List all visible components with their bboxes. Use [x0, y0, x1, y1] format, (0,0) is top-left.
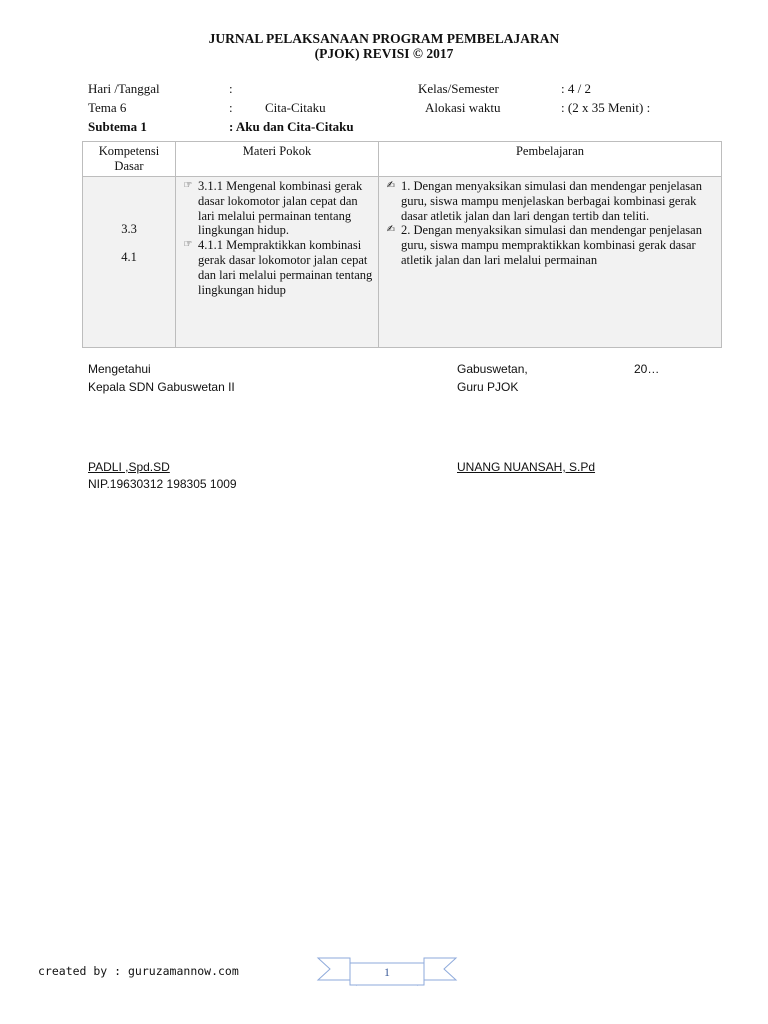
materi-text: 3.1.1 Mengenal kombinasi gerak dasar lokomotor jalan cepat dan lari melalui permainan tentang lingkungan hidup.	[198, 179, 363, 238]
writing-hand-icon: ✍	[386, 224, 396, 236]
mengetahui-label: Mengetahui	[88, 362, 151, 376]
tema-value: Cita-Citaku	[265, 100, 326, 115]
document-title-line2: (PJOK) REVISI © 2017	[314, 46, 454, 61]
alokasi-label: Alokasi waktu	[425, 100, 501, 115]
subtema-label: Subtema 1	[88, 119, 147, 134]
created-by-footer: created by : guruzamannow.com	[38, 964, 239, 978]
list-item	[381, 223, 715, 267]
pointing-hand-icon: ☞	[183, 239, 193, 251]
year-label: 20…	[634, 362, 660, 376]
header-pembelajaran: Pembelajaran	[379, 142, 722, 177]
guru-name: UNANG NUANSAH, S.Pd	[457, 460, 596, 474]
pembelajaran-text: 1. Dengan menyaksikan simulasi dan mendengar penjelasan guru, siswa mampu menjelaskan berbagai kombinasi gerak dasar atletik jalan dan lari dengan tertib dan teliti.	[401, 179, 702, 223]
tema-colon: :	[229, 100, 233, 115]
document-title-line1: JURNAL PELAKSANAAN PROGRAM PEMBELAJARAN	[208, 31, 560, 46]
journal-table	[82, 141, 722, 348]
materi-text: 4.1.1 Mempraktikkan kombinasi gerak dasar lokomotor jalan cepat dan lari melalui permainan tentang lingkungan hidup	[198, 238, 373, 297]
list-item	[178, 238, 376, 297]
place-label: Gabuswetan,	[457, 362, 528, 376]
header-kompetensi: Kompetensi Dasar	[83, 142, 176, 177]
tema-label: Tema 6	[88, 100, 127, 115]
kd-value: 4.1	[121, 250, 137, 264]
writing-hand-icon: ✍	[386, 180, 396, 191]
header-materi: Materi Pokok	[176, 142, 379, 177]
guru-label: Guru PJOK	[457, 380, 519, 394]
materi-cell	[176, 177, 379, 348]
hari-colon: :	[229, 81, 233, 96]
kelas-value: : 4 / 2	[561, 81, 591, 96]
alokasi-value: : (2 x 35 Menit) :	[561, 100, 651, 115]
hari-label: Hari /Tanggal	[88, 81, 160, 96]
pembelajaran-text: 2. Dengan menyaksikan simulasi dan mendengar penjelasan guru, siswa mampu mempraktikkan kombinasi gerak dasar atletik jalan dan lari melalui permainan	[401, 223, 702, 267]
kd-value: 3.3	[121, 222, 137, 236]
table-row	[83, 177, 722, 348]
kepala-sekolah-name: PADLI ,Spd.SD	[88, 460, 170, 474]
kd-cell	[83, 177, 176, 348]
page-number: 1	[384, 965, 390, 979]
kepala-sekolah-nip: NIP.19630312 198305 1009	[88, 477, 237, 491]
pointing-hand-icon: ☞	[183, 180, 193, 191]
kepala-sekolah-label: Kepala SDN Gabuswetan II	[88, 380, 235, 394]
kelas-label: Kelas/Semester	[418, 81, 499, 96]
pembelajaran-cell	[379, 177, 722, 348]
list-item	[381, 179, 715, 223]
table-header-row	[83, 142, 722, 177]
list-item	[178, 179, 376, 238]
subtema-value: : Aku dan Cita-Citaku	[229, 119, 354, 134]
